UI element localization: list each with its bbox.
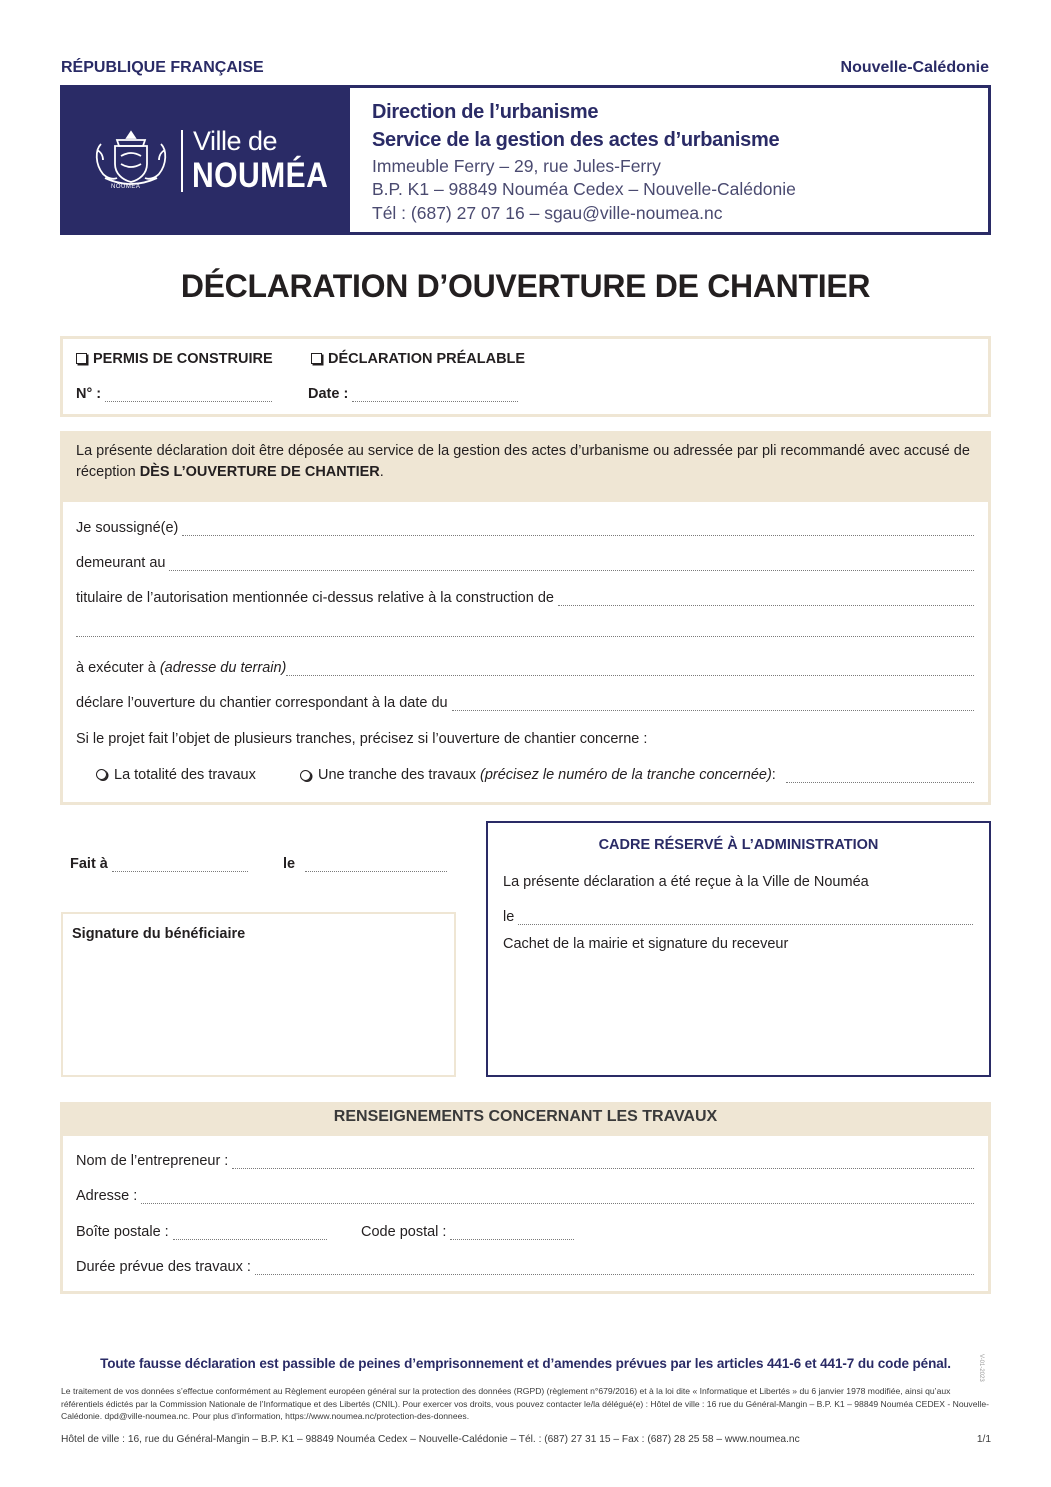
crest-banner-text: NOUMEA (111, 184, 141, 190)
boite-postale-field[interactable] (76, 1224, 327, 1240)
header-direction: Direction de l’urbanisme (372, 101, 599, 123)
notice-banner (60, 431, 991, 502)
entrepreneur-label: Nom de l’entrepreneur : (76, 1153, 229, 1169)
page-title: DÉCLARATION D’OUVERTURE DE CHANTIER (180, 268, 871, 304)
header-bp: B.P. K1 – 98849 Nouméa Cedex – Nouvelle-Calédonie (372, 179, 796, 199)
admin-title: CADRE RÉSERVÉ À L’ADMINISTRATION (598, 837, 879, 853)
checkbox-permis[interactable] (76, 351, 273, 367)
travaux-title: RENSEIGNEMENTS CONCERNANT LES TRAVAUX (333, 1108, 718, 1125)
radio-tranche-colon: : (771, 767, 776, 783)
fait-a-label: Fait à (70, 856, 108, 872)
executer-field[interactable] (76, 660, 974, 676)
construction-continued-field[interactable] (76, 625, 974, 637)
header-contact: Tél : (687) 27 07 16 – sgau@ville-noumea.nc (372, 203, 723, 223)
logo-city-name: NOUMÉA (192, 156, 329, 195)
logo-panel (63, 88, 350, 232)
fait-a-field[interactable] (70, 856, 248, 872)
header-service: Service de la gestion des actes d’urbanisme (372, 129, 780, 151)
page-number: 1/1 (976, 1434, 991, 1445)
authorization-type-box (60, 336, 991, 417)
travaux-box (60, 1102, 991, 1294)
code-postal-label: Code postal : (361, 1224, 447, 1240)
radio-tranche-hint: (précisez le numéro de la tranche concernée) (480, 767, 772, 783)
notice-text: La présente déclaration doit être déposée au service de la gestion des actes d’urbanisme ou adressée par pli recommandé avec accusé de réception (76, 443, 970, 480)
soussigne-label: Je soussigné(e) (76, 520, 179, 536)
version-code: V-01-2023 (978, 1354, 984, 1382)
duree-field[interactable] (76, 1259, 974, 1275)
notice-bold: DÈS L’OUVERTURE DE CHANTIER (139, 464, 380, 480)
signature-label: Signature du bénéficiaire (72, 926, 246, 942)
checkbox-declaration-label: DÉCLARATION PRÉALABLE (328, 351, 526, 367)
titulaire-field[interactable] (76, 590, 974, 606)
date-field[interactable] (308, 386, 518, 402)
numero-field[interactable] (76, 386, 272, 402)
admin-le-field[interactable] (503, 909, 973, 925)
checkbox-permis-box[interactable] (76, 353, 87, 364)
radio-tranche[interactable] (300, 767, 974, 783)
logo-ville-de: Ville de (193, 126, 278, 156)
radio-tranche-circle[interactable] (300, 770, 311, 781)
duree-label: Durée prévue des travaux : (76, 1259, 251, 1275)
checkbox-permis-label: PERMIS DE CONSTRUIRE (93, 351, 273, 367)
checkbox-declaration[interactable] (311, 351, 525, 367)
entrepreneur-field[interactable] (76, 1153, 974, 1169)
boite-postale-label: Boîte postale : (76, 1224, 169, 1240)
executer-label: à exécuter à (76, 660, 156, 676)
date-label: Date : (308, 386, 349, 402)
demeurant-field[interactable] (76, 555, 974, 571)
notice-end: . (379, 464, 384, 480)
demeurant-label: demeurant au (76, 555, 166, 571)
fait-le-label: le (283, 856, 296, 872)
titulaire-label: titulaire de l’autorisation mentionnée ci-dessus relative à la construction de (76, 590, 554, 606)
adresse-label: Adresse : (76, 1188, 138, 1204)
region-label: Nouvelle-Calédonie (840, 59, 989, 76)
penalty-warning: Toute fausse déclaration est passible de peines d’emprisonnement et d’amendes prévues par les articles 441-6 et 441-7 du code pénal. (100, 1356, 951, 1371)
radio-tranche-label: Une tranche des travaux (318, 767, 476, 783)
republique-label: RÉPUBLIQUE FRANÇAISE (61, 59, 264, 76)
logo-divider (181, 130, 183, 192)
admin-cachet: Cachet de la mairie et signature du receveur (503, 936, 789, 952)
date-ouverture-field[interactable] (76, 695, 974, 711)
code-postal-field[interactable] (361, 1224, 574, 1240)
radio-totalite-circle[interactable] (96, 769, 107, 780)
admin-le-label: le (503, 909, 515, 925)
adresse-field[interactable] (76, 1188, 974, 1204)
checkbox-declaration-box[interactable] (311, 353, 322, 364)
signature-box[interactable] (61, 912, 456, 1077)
admin-box (486, 821, 991, 1077)
fait-le-field[interactable] (283, 856, 447, 872)
travaux-header (60, 1102, 991, 1136)
date-ouverture-label: déclare l’ouverture du chantier correspondant à la date du (76, 695, 448, 711)
soussigne-field[interactable] (76, 520, 974, 536)
admin-recue: La présente déclaration a été reçue à la Ville de Nouméa (503, 874, 869, 890)
radio-totalite[interactable] (96, 767, 256, 783)
header-address: Immeuble Ferry – 29, rue Jules-Ferry (372, 156, 661, 176)
header-block (60, 85, 991, 235)
executer-hint: (adresse du terrain) (159, 660, 287, 676)
numero-label: N° : (76, 386, 102, 402)
rgpd-notice: Le traitement de vos données s’effectue conformément au Règlement européen général sur la protection des données (RGPD) (règlement n°679/2016) et à la loi dite « Informatique et Libertés » du 6 janvier 1978 modifiée, ainsi qu’aux référentiels édictés par la Commission Nationale de l’Informatique et des Libertés (CNIL). Pour exercer vos droits, vous pouvez contacter le/la délégué(e) : Hôtel de ville : 16 rue du Général-Mangin – B.P. K1 – 98849 Nouméa CEDEX - Nouvelle-Calédonie. dpd@ville-noumea.nc. Pour plus d’information, https://www.noumea.nc/protection-des-donnees. (61, 1386, 989, 1421)
declaration-box (60, 431, 991, 805)
footer-address: Hôtel de ville : 16, rue du Général-Mangin – B.P. K1 – 98849 Nouméa Cedex – Nouvelle-Calédonie – Tél. : (687) 27 31 15 – Fax : (687) 28 25 58 – www.noumea.nc (61, 1434, 800, 1445)
radio-totalite-label: La totalité des travaux (114, 767, 256, 783)
tranches-question: Si le projet fait l’objet de plusieurs tranches, précisez si l’ouverture de chantier concerne : (76, 731, 648, 747)
